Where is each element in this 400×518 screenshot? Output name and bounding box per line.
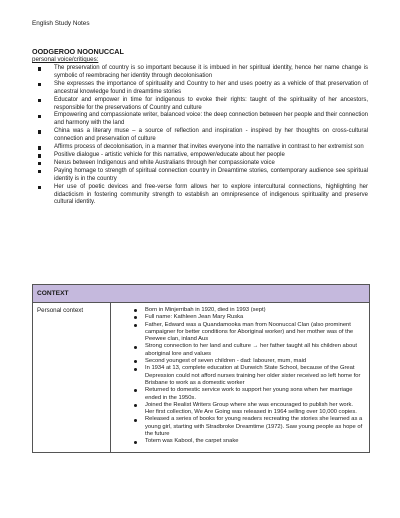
list-item — [32, 128, 368, 144]
list-item-text: Second youngest of seven children - dad: labourer, mum, maid — [145, 358, 307, 365]
list-item-text: China was a literary muse – a source of reflection and inspiration - inspired by her thoughts on cross-cultural connection and preservation of culture — [54, 128, 368, 143]
list-item-text: Educator and empower in time for indigenous to evoke their rights: taught of the spirituality of her ancestors, responsible for the preservations of Country and culture — [54, 96, 368, 111]
list-item-text: In 1934 at 13, complete education at Dunwich State School, because of the Great Depression could not afford nurses training her older sister received so left home for Brisbane to work as a domestic worker — [145, 365, 361, 386]
context-table — [32, 284, 370, 453]
list-item — [111, 314, 363, 321]
list-item-text: Nexus between Indigenous and white Australians through her compassionate voice — [54, 159, 275, 166]
list-item — [32, 184, 368, 208]
list-item-text: Born in Minjerribah in 1920, died in 1993 (sept) — [145, 307, 266, 313]
square-bullet-icon — [38, 154, 41, 157]
square-bullet-icon — [38, 130, 41, 133]
square-bullet-icon — [38, 186, 41, 189]
round-bullet-icon — [134, 441, 137, 444]
round-bullet-icon — [134, 368, 137, 371]
list-item — [111, 343, 363, 358]
table-row — [33, 303, 369, 452]
list-item-text: Affirms process of decolonisation, in a manner that invites everyone into the narrative in contrast to her extremist son — [54, 144, 364, 151]
list-item-text: Her use of poetic devices and free-verse form allows her to explore intercultural connections, highlighting her didacticism in fostering community strength to establish an omnipresence of indigenous spirituality and preserve cultural identity. — [54, 183, 368, 206]
list-item — [32, 168, 368, 184]
list-item-text: Empowering and compassionate writer, balanced voice: the deep connection between her people and their connection and harmony with the land — [54, 112, 368, 127]
section-subtitle: personal voice/critiques: — [32, 56, 99, 63]
row-label: Personal context — [33, 303, 111, 452]
square-bullet-icon — [38, 83, 41, 86]
list-item — [111, 307, 363, 314]
list-item — [111, 416, 363, 438]
list-item — [111, 438, 363, 445]
list-item-text: Returned to domestic service work to support her young sons when her marriage ended in the 1950s. — [145, 387, 353, 401]
list-item — [32, 97, 368, 113]
list-item — [111, 358, 363, 365]
list-item — [111, 387, 363, 402]
critique-list — [32, 65, 368, 207]
list-item-text: Father, Edward was a Quandamooka man from Noonuccal Clan (also prominent campaigner for better conditions for Aboriginal worker) and her mother was of the Peewee clan, inland Aus — [145, 321, 354, 343]
square-bullet-icon — [38, 99, 41, 102]
round-bullet-icon — [134, 309, 137, 312]
square-bullet-icon — [38, 162, 41, 165]
list-item-text: Totem was Kabool, the carpet snake — [145, 438, 239, 445]
context-header-label: CONTEXT — [37, 290, 69, 297]
list-item-text: Strong connection to her land and culture → her father taught all his children about aboriginal lore and values — [145, 343, 358, 357]
list-item-text: She expresses the importance of spirituality and Country to her and uses poetry as a vehicle of that preservation of ancestral knowledge found in dreamtime stories — [54, 80, 368, 95]
list-item-text: Joined the Realist Writers Group where she was encouraged to publish her work. Her first collection, We Are Going was released in 1964 selling over 10,000 copies. — [145, 401, 357, 416]
list-item — [111, 322, 363, 344]
context-table-header — [33, 285, 369, 303]
square-bullet-icon — [38, 115, 41, 118]
context-list — [111, 303, 369, 452]
page-header: English Study Notes — [32, 20, 90, 27]
list-item — [32, 81, 368, 97]
round-bullet-icon — [134, 389, 137, 392]
square-bullet-icon — [38, 146, 41, 149]
list-item — [32, 112, 368, 128]
round-bullet-icon — [134, 316, 137, 319]
round-bullet-icon — [134, 346, 137, 349]
list-item — [111, 365, 363, 387]
square-bullet-icon — [38, 170, 41, 173]
square-bullet-icon — [38, 67, 41, 70]
list-item-text: Full name: Kathleen Jean Mary Ruska — [145, 314, 244, 321]
list-item-text: Positive dialogue - artistic vehicle for this narrative, empower/educate about her people — [54, 151, 285, 158]
list-item-text: The preservation of country is so important because it is imbued in her spiritual identity, hence her name change is symbolic of reembracing her identity through decolonisation — [54, 65, 368, 79]
round-bullet-icon — [134, 324, 137, 327]
round-bullet-icon — [134, 360, 137, 363]
list-item — [32, 152, 368, 160]
list-item — [32, 65, 368, 81]
list-item — [32, 160, 368, 168]
list-item — [111, 402, 363, 417]
list-item-text: Released a series of books for young readers recreating the stories she learned as a young girl, starting with Stradbroke Dreamtime (1972). Saw young people as hope of the future — [145, 416, 363, 438]
list-item-text: Paying homage to strength of spiritual connection country in Dreamtime stories, contemporary audience see spiritual identity is in the country — [54, 167, 368, 182]
list-item — [32, 144, 368, 152]
round-bullet-icon — [134, 419, 137, 422]
round-bullet-icon — [134, 404, 137, 407]
author-heading: OODGEROO NOONUCCAL — [32, 47, 124, 56]
